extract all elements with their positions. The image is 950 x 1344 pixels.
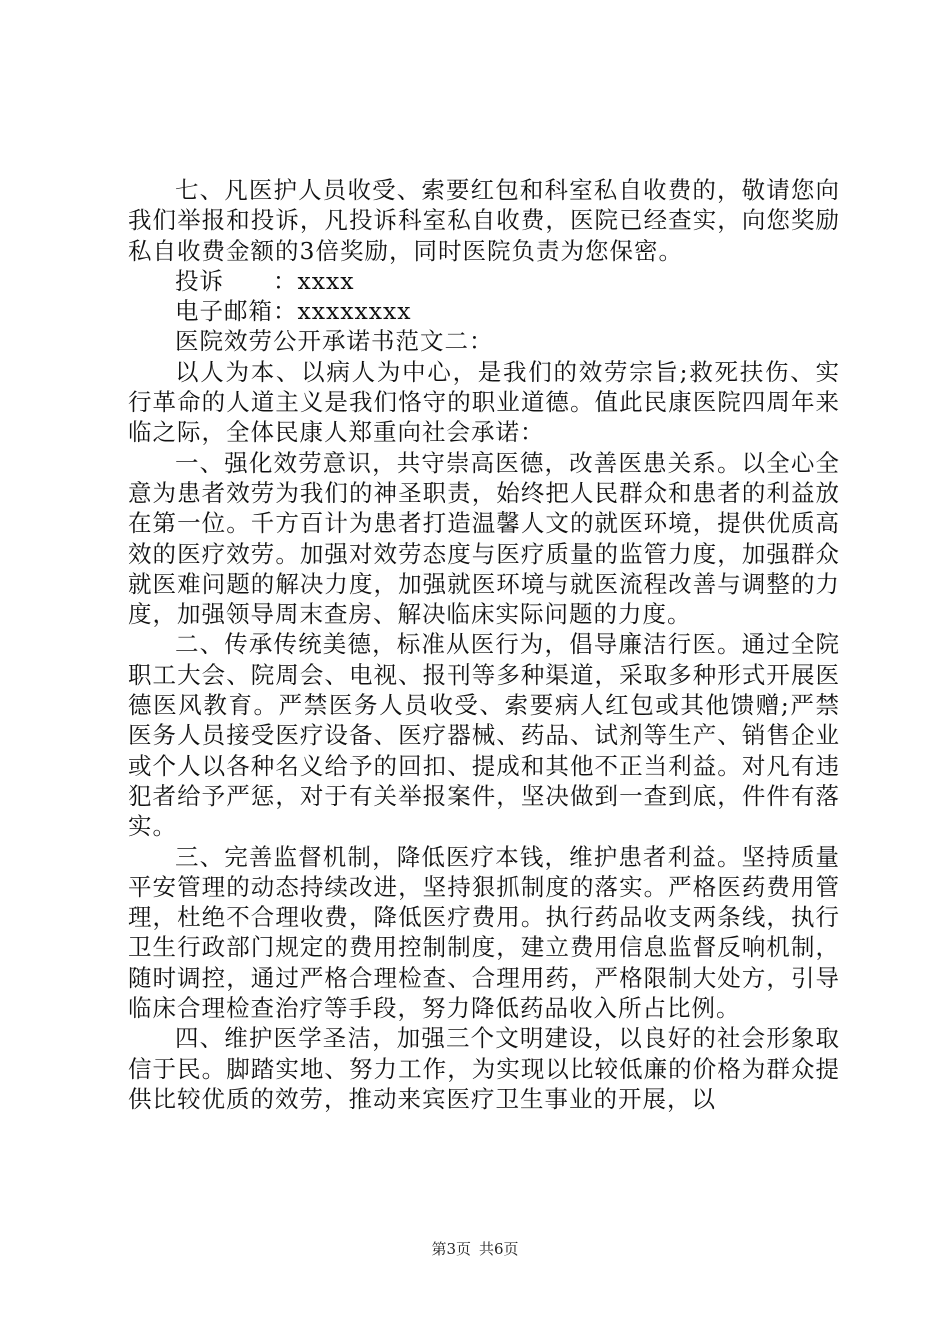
paragraph-two: 二、传承传统美德，标准从医行为，倡导廉洁行医。通过全院职工大会、院周会、电视、报刊等多种渠道，采取多种形式开展医德医风教育。严禁医务人员收受、索要病人红包或其他馈赠;严禁医务人员接受医疗设备、医疗器械、药品、试剂等生产、销售企业或个人以各种名义给予的回扣、提成和其他不正当利益。对凡有违犯者给予严惩，对于有关举报案件，坚决做到一查到底，件件有落实。 — [128, 630, 840, 841]
complaint-phone-line: 投诉 ：xxxx — [175, 266, 355, 295]
page-footer — [0, 1238, 950, 1259]
document-body — [128, 175, 840, 1114]
paragraph-three: 三、完善监督机制，降低医疗本钱，维护患者利益。坚持质量平安管理的动态持续改进，坚持狠抓制度的落实。严格医药费用管理，杜绝不合理收费，降低医疗费用。执行药品收支两条线，执行卫生行政部门规定的费用控制制度，建立费用信息监督反响机制，随时调控，通过严格合理检查、合理用药，严格限制大处方，引导临床合理检查治疗等手段，努力降低药品收入所占比例。 — [128, 842, 840, 1023]
intro-paragraph: 以人为本、以病人为中心，是我们的效劳宗旨;救死扶伤、实行革命的人道主义是我们恪守的职业道德。值此民康医院四周年来临之际，全体民康人郑重向社会承诺： — [128, 357, 840, 447]
paragraph-one: 一、强化效劳意识，共守崇高医德，改善医患关系。以全心全意为患者效劳为我们的神圣职责，始终把人民群众和患者的利益放在第一位。千方百计为患者打造温馨人文的就医环境，提供优质高效的医疗效劳。加强对效劳态度与医疗质量的监管力度，加强群众就医难问题的解决力度，加强就医环境与就医流程改善与调整的力度，加强领导周末查房、解决临床实际问题的力度。 — [128, 448, 840, 629]
email-line: 电子邮箱：xxxxxxxx — [175, 297, 412, 326]
section-heading: 医院效劳公开承诺书范文二： — [175, 327, 494, 356]
page-number: 第3页 — [431, 1240, 471, 1258]
paragraph-seven: 七、凡医护人员收受、索要红包和科室私自收费的，敬请您向我们举报和投诉，凡投诉科室私自收费，医院已经查实，向您奖励私自收费金额的3倍奖励，同时医院负责为您保密。 — [128, 176, 840, 265]
page-total: 共6页 — [479, 1240, 519, 1258]
paragraph-four: 四、维护医学圣洁，加强三个文明建设，以良好的社会形象取信于民。脚踏实地、努力工作，为实现以比较低廉的价格为群众提供比较优质的效劳，推动来宾医疗卫生事业的开展，以 — [128, 1024, 840, 1113]
